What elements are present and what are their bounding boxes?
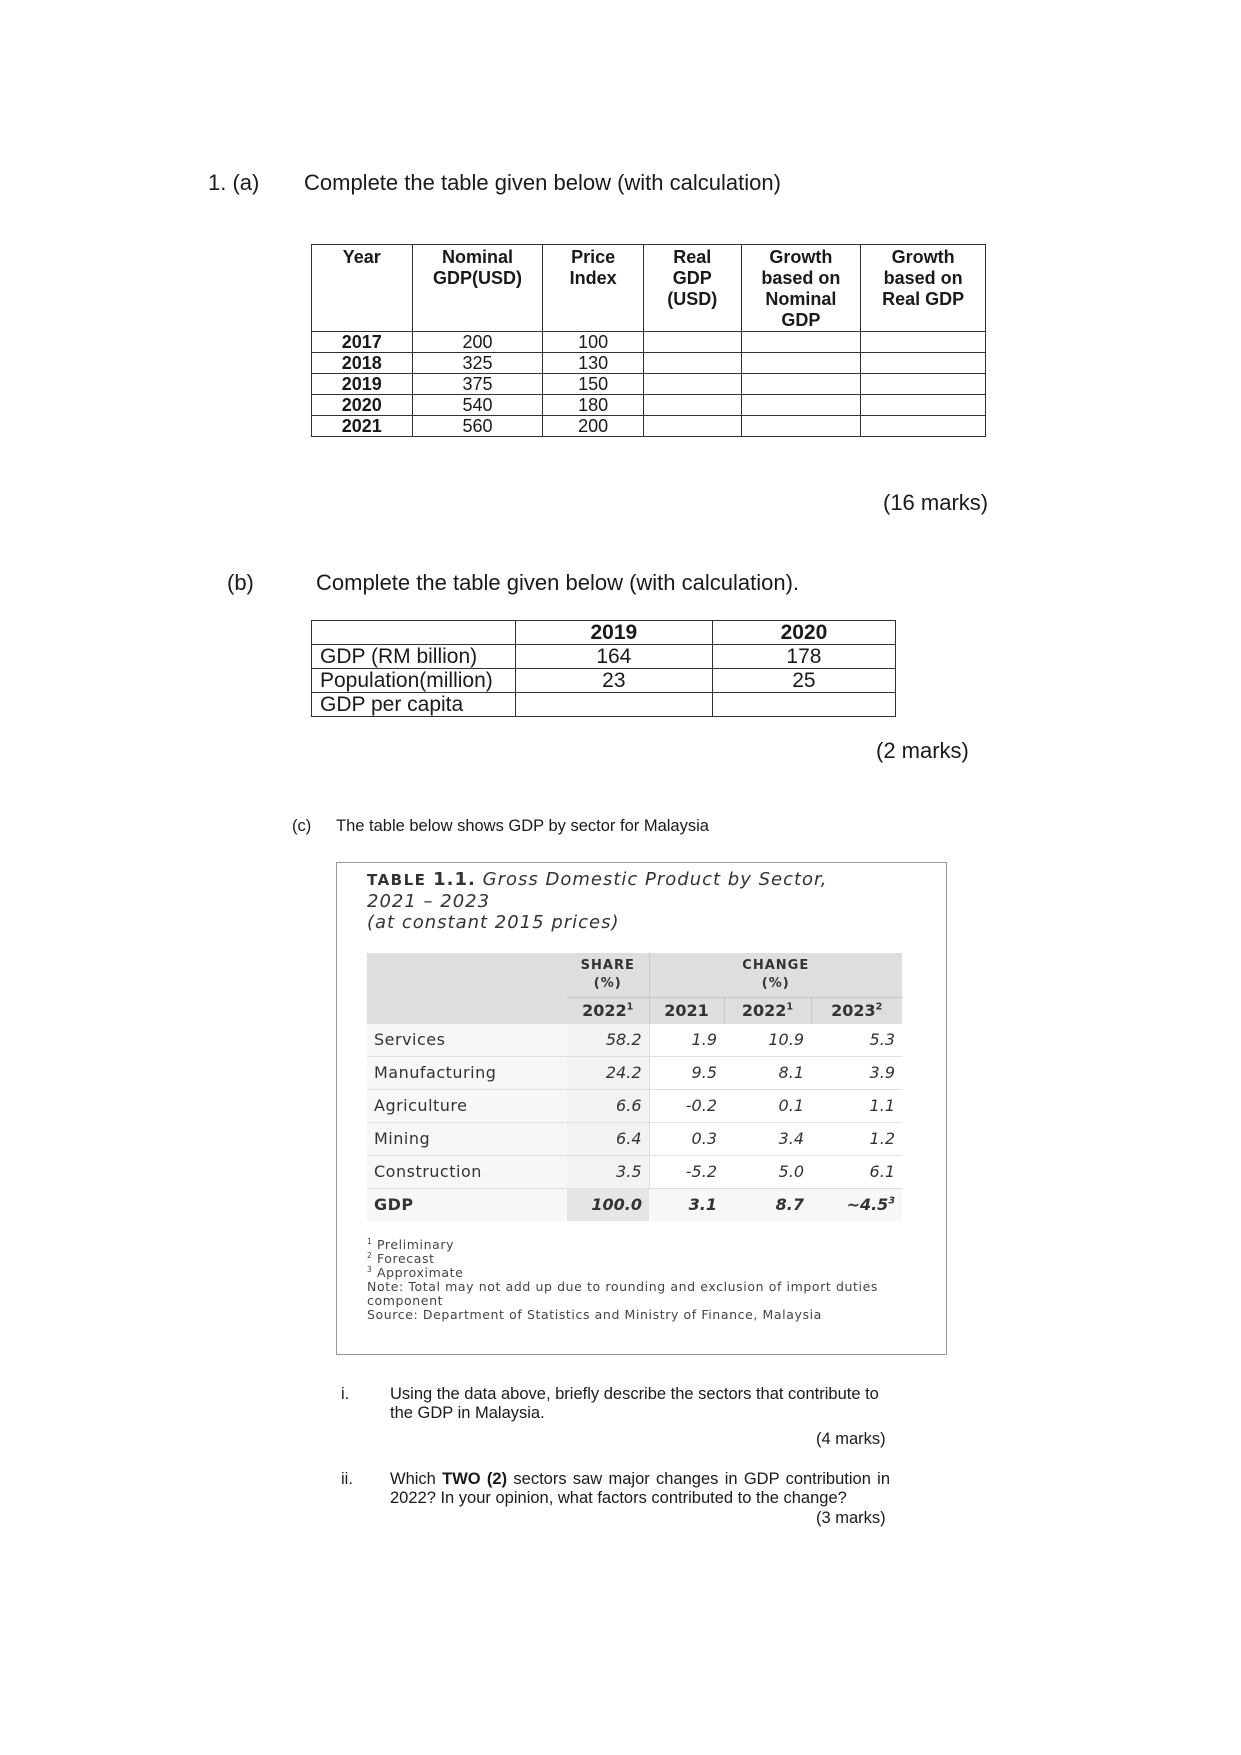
- table-row: [312, 669, 896, 693]
- header-price-index: Price Index: [543, 245, 644, 332]
- cell-share: 3.5: [567, 1155, 649, 1188]
- header-share: SHARE (%): [567, 953, 649, 997]
- cell-change-2021-total: 3.1: [649, 1188, 724, 1221]
- table-figure-box: [336, 862, 947, 1355]
- cell-growth-nominal-blank[interactable]: [741, 416, 861, 437]
- cell-nominal: 560: [412, 416, 543, 437]
- note-rounding: Note: Total may not add up due to rounding and exclusion of import duties component: [367, 1279, 878, 1308]
- table-row: [312, 374, 986, 395]
- question-ii-marks: (3 marks): [816, 1509, 886, 1527]
- table-header-row: [312, 621, 896, 645]
- cell-real-blank[interactable]: [643, 332, 741, 353]
- cell-real-blank[interactable]: [643, 395, 741, 416]
- table-row: [312, 353, 986, 374]
- cell-price: 130: [543, 353, 644, 374]
- header-change-2022: 2022$^1$: [724, 997, 811, 1024]
- question-i-number: i.: [341, 1385, 350, 1403]
- cell-change-2021: 9.5: [649, 1056, 724, 1089]
- cell-real-blank[interactable]: [643, 374, 741, 395]
- cell-growth-real-blank[interactable]: [861, 374, 986, 395]
- part-a-instruction: Complete the table given below (with calculation): [304, 170, 781, 195]
- part-a-marks: (16 marks): [883, 490, 989, 515]
- header-growth-real: Growth based on Real GDP: [861, 245, 986, 332]
- sector-name: Services: [367, 1024, 567, 1057]
- note-forecast: $^2$ Forecast: [367, 1250, 435, 1266]
- title-line-1: Gross Domestic Product by Sector,: [482, 869, 828, 890]
- table-header-row: [367, 953, 902, 997]
- part-c-intro: The table below shows GDP by sector for Malaysia: [336, 817, 709, 835]
- cell-nominal: 200: [412, 332, 543, 353]
- cell-change-2022: 0.1: [724, 1089, 811, 1122]
- header-nominal-gdp: Nominal GDP(USD): [412, 245, 543, 332]
- cell-price: 100: [543, 332, 644, 353]
- note-approximate: $^3$ Approximate: [367, 1264, 464, 1280]
- header-empty: [367, 953, 567, 997]
- cell-change-2021: -5.2: [649, 1155, 724, 1188]
- sector-name: Manufacturing: [367, 1056, 567, 1089]
- table-row: [312, 395, 986, 416]
- question-i-text: Using the data above, briefly describe the sectors that contribute to the GDP in Malaysia.: [390, 1385, 879, 1422]
- question-ii-number: ii.: [341, 1470, 353, 1488]
- cell-change-2022: 10.9: [724, 1024, 811, 1057]
- table-row: [367, 1056, 902, 1089]
- cell-change-2021: 1.9: [649, 1024, 724, 1057]
- question-number-1c: (c): [292, 817, 312, 835]
- title-line-2: 2021 – 2023: [367, 891, 491, 912]
- cell-growth-nominal-blank[interactable]: [741, 374, 861, 395]
- row-label: GDP per capita: [312, 693, 516, 717]
- cell-share-total: 100.0: [567, 1188, 649, 1221]
- table-row: [312, 645, 896, 669]
- cell-change-2023: 3.9: [811, 1056, 902, 1089]
- header-empty: [312, 621, 516, 645]
- cell-change-2021: 0.3: [649, 1122, 724, 1155]
- sector-name: Agriculture: [367, 1089, 567, 1122]
- row-label: GDP (RM billion): [312, 645, 516, 669]
- cell-share: 6.6: [567, 1089, 649, 1122]
- cell-growth-nominal-blank[interactable]: [741, 353, 861, 374]
- table-year-row: [367, 997, 902, 1024]
- row-label: Population(million): [312, 669, 516, 693]
- cell-year: 2020: [312, 395, 413, 416]
- part-b-marks: (2 marks): [876, 738, 969, 763]
- cell-real-blank[interactable]: [643, 416, 741, 437]
- header-real-gdp: Real GDP (USD): [643, 245, 741, 332]
- title-line-3: (at constant 2015 prices): [367, 912, 620, 933]
- question-i-marks: (4 marks): [816, 1430, 886, 1448]
- cell-share: 24.2: [567, 1056, 649, 1089]
- cell-change-2023: 1.2: [811, 1122, 902, 1155]
- cell-change-2023: 1.1: [811, 1089, 902, 1122]
- cell-growth-real-blank[interactable]: [861, 416, 986, 437]
- cell-year: 2019: [312, 374, 413, 395]
- sector-name: Construction: [367, 1155, 567, 1188]
- cell-change-2022-total: 8.7: [724, 1188, 811, 1221]
- cell-change-2023: 6.1: [811, 1155, 902, 1188]
- cell-change-2022: 5.0: [724, 1155, 811, 1188]
- cell-year: 2017: [312, 332, 413, 353]
- table-row: [367, 1155, 902, 1188]
- cell-growth-real-blank[interactable]: [861, 353, 986, 374]
- header-change-2021: 2021: [649, 997, 724, 1024]
- cell-year: 2018: [312, 353, 413, 374]
- cell-share: 6.4: [567, 1122, 649, 1155]
- question-number-1b: (b): [227, 570, 254, 595]
- table-row: [312, 693, 896, 717]
- cell-growth-nominal-blank[interactable]: [741, 332, 861, 353]
- cell-real-blank[interactable]: [643, 353, 741, 374]
- sector-name-total: GDP: [367, 1188, 567, 1221]
- cell-growth-real-blank[interactable]: [861, 332, 986, 353]
- cell-price: 150: [543, 374, 644, 395]
- question-ii-text: Which TWO (2) sectors saw major changes in GDP contribution in 2022? In your opinion, what factors contributed to the change?: [390, 1470, 891, 1507]
- cell-nominal: 375: [412, 374, 543, 395]
- sector-name: Mining: [367, 1122, 567, 1155]
- question-number-1a: 1. (a): [208, 170, 260, 195]
- cell-nominal: 540: [412, 395, 543, 416]
- cell-price: 180: [543, 395, 644, 416]
- cell-2020: 178: [712, 645, 895, 669]
- table-row: [367, 1122, 902, 1155]
- cell-2020: 25: [712, 669, 895, 693]
- table-number: 1.1.: [433, 869, 476, 890]
- cell-2019-blank[interactable]: [515, 693, 712, 717]
- cell-year: 2021: [312, 416, 413, 437]
- cell-nominal: 325: [412, 353, 543, 374]
- header-year: Year: [312, 245, 413, 332]
- cell-change-2022: 3.4: [724, 1122, 811, 1155]
- cell-growth-real-blank[interactable]: [861, 395, 986, 416]
- table-row: [367, 1024, 902, 1057]
- table-header-row: [312, 245, 986, 332]
- note-preliminary: $^1$ Preliminary: [367, 1236, 455, 1252]
- header-2020: 2020: [712, 621, 895, 645]
- header-change-2023: 2023$^2$: [811, 997, 902, 1024]
- table-row: [312, 416, 986, 437]
- table-row: [367, 1089, 902, 1122]
- header-empty: [367, 997, 567, 1024]
- cell-price: 200: [543, 416, 644, 437]
- header-share-2022: 2022$^1$: [567, 997, 649, 1024]
- cell-2019: 23: [515, 669, 712, 693]
- cell-growth-nominal-blank[interactable]: [741, 395, 861, 416]
- header-2019: 2019: [515, 621, 712, 645]
- table-gdp-by-sector: [367, 953, 902, 1221]
- table-label: TABLE: [367, 871, 427, 889]
- cell-share: 58.2: [567, 1024, 649, 1057]
- cell-2019: 164: [515, 645, 712, 669]
- header-change: CHANGE (%): [649, 953, 902, 997]
- part-b-instruction: Complete the table given below (with calculation).: [316, 570, 800, 595]
- table-title: [367, 869, 828, 933]
- cell-2020-blank[interactable]: [712, 693, 895, 717]
- cell-change-2022: 8.1: [724, 1056, 811, 1089]
- table-row: [312, 332, 986, 353]
- table-gdp-per-capita: [311, 620, 896, 717]
- note-source: Source: Department of Statistics and Ministry of Finance, Malaysia: [367, 1307, 822, 1322]
- header-growth-nominal: Growth based on Nominal GDP: [741, 245, 861, 332]
- table-gdp-growth: [311, 244, 986, 437]
- cell-change-2021: -0.2: [649, 1089, 724, 1122]
- cell-change-2023: 5.3: [811, 1024, 902, 1057]
- cell-change-2023-total: $\sim 4.5^3$: [811, 1188, 902, 1221]
- table-notes: [367, 1238, 927, 1322]
- table-total-row: [367, 1188, 902, 1221]
